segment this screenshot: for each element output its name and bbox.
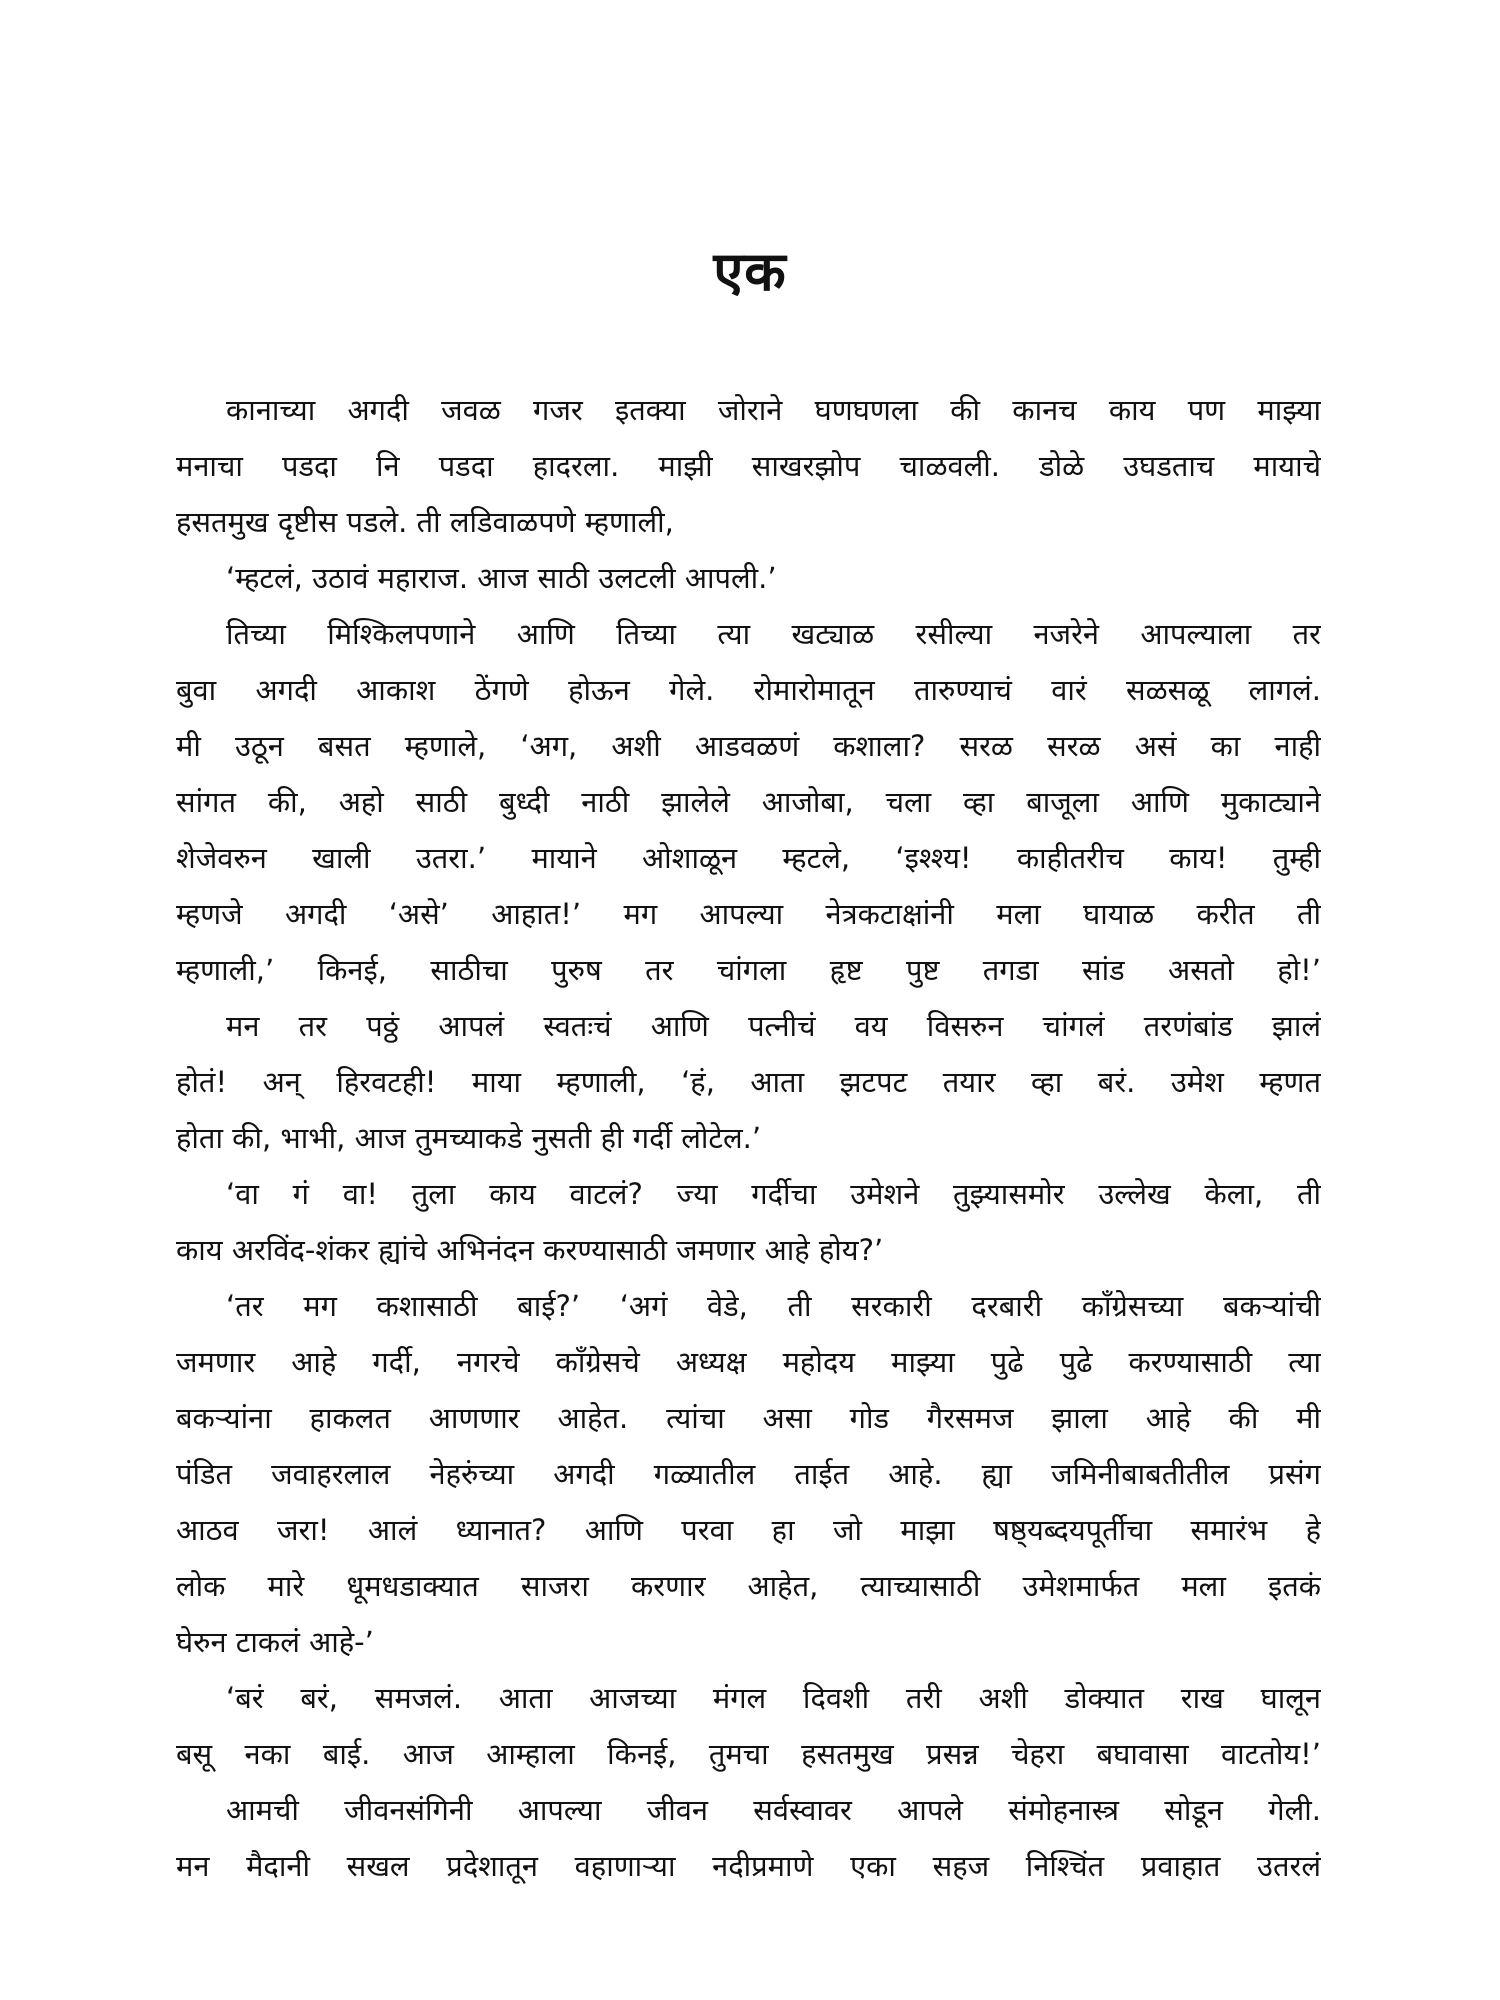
paragraph-8 [176,1782,1321,1894]
chapter-body [176,382,1321,1894]
text-line: मन मैदानी सखल प्रदेशातून वहाणाऱ्या नदीप्रमाणे एका सहज निश्चिंत प्रवाहात उतरलं [176,1849,1321,1883]
text-line: मनाचा पडदा नि पडदा हादरला. माझी साखरझोप चाळवली. डोळे उघडताच मायाचे [176,449,1321,483]
text-line: आमची जीवनसंगिनी आपल्या जीवन सर्वस्वावर आपले संमोहनास्त्र सोडून गेली. [226,1793,1321,1827]
text-line: जमणार आहे गर्दी, नगरचे कॉंग्रेसचे अध्यक्ष महोदय माझ्या पुढे पुढे करण्यासाठी त्या [176,1345,1321,1379]
text-line: म्हणजे अगदी ‘असे’ आहात!’ मग आपल्या नेत्रकटाक्षांनी मला घायाळ करीत ती [176,897,1321,931]
text-line: म्हणाली,’ किनई, साठीचा पुरुष तर चांगला हृष्ट पुष्ट तगडा सांड असतो हो!’ [176,953,1321,987]
text-line: ‘म्हटलं, उठावं महाराज. आज साठी उलटली आपली.’ [226,561,777,595]
paragraph-7 [176,1670,1321,1782]
text-line: होता की, भाभी, आज तुमच्याकडे नुसती ही गर्दी लोटेल.’ [176,1121,762,1155]
paragraph-6 [176,1278,1321,1670]
text-line: बकऱ्यांना हाकलत आणणार आहेत. त्यांचा असा गोड गैरसमज झाला आहे की मी [176,1401,1321,1435]
text-line: मन तर पठ्ठं आपलं स्वतःचं आणि पत्नीचं वय विसरुन चांगलं तरणंबांड झालं [226,1009,1321,1043]
text-line: सांगत की, अहो साठी बुध्दी नाठी झालेले आजोबा, चला व्हा बाजूला आणि मुकाट्याने [176,785,1321,819]
text-line: ‘वा गं वा! तुला काय वाटलं? ज्या गर्दीचा उमेशने तुझ्यासमोर उल्लेख केला, ती [226,1177,1321,1211]
chapter-title: एक [713,240,787,303]
paragraph-5 [176,1166,1321,1278]
text-line: ‘तर मग कशासाठी बाई?’ ‘अगं वेडे, ती सरकारी दरबारी कॉंग्रेसच्या बकऱ्यांची [226,1289,1321,1323]
text-line: काय अरविंद-शंकर ह्यांचे अभिनंदन करण्यासाठी जमणार आहे होय?’ [176,1233,884,1267]
text-line: आठव जरा! आलं ध्यानात? आणि परवा हा जो माझा षष्ठ्यब्दयपूर्तीचा समारंभ हे [176,1513,1321,1547]
text-line: लोक मारे धूमधडाक्यात साजरा करणार आहेत, त्याच्यासाठी उमेशमार्फत मला इतकं [176,1569,1321,1603]
text-line: शेजेवरुन खाली उतरा.’ मायाने ओशाळून म्हटले, ‘इश्श्य! काहीतरीच काय! तुम्ही [176,841,1321,875]
paragraph-1 [176,382,1321,550]
text-line: ‘बरं बरं, समजलं. आता आजच्या मंगल दिवशी तरी अशी डोक्यात राख घालून [226,1681,1321,1715]
text-line: हसतमुख दृष्टीस पडले. ती लडिवाळपणे म्हणाली, [176,505,674,539]
paragraph-4 [176,998,1321,1166]
text-line: पंडित जवाहरलाल नेहरुंच्या अगदी गळ्यातील ताईत आहे. ह्या जमिनीबाबतीतील प्रसंग [176,1457,1321,1491]
text-line: होतं! अन् हिरवटही! माया म्हणाली, ‘हं, आता झटपट तयार व्हा बरं. उमेश म्हणत [176,1065,1321,1099]
text-line: तिच्या मिश्किलपणाने आणि तिच्या त्या खट्याळ रसील्या नजरेने आपल्याला तर [226,617,1321,651]
text-line: घेरुन टाकलं आहे-’ [176,1625,374,1659]
text-line: मी उठून बसत म्हणाले, ‘अग, अशी आडवळणं कशाला? सरळ सरळ असं का नाही [176,729,1321,763]
paragraph-2 [176,550,1321,606]
text-line: कानाच्या अगदी जवळ गजर इतक्या जोराने घणघणला की कानच काय पण माझ्या [226,393,1321,427]
text-line: बुवा अगदी आकाश ठेंगणे होऊन गेले. रोमारोमातून तारुण्याचं वारं सळसळू लागलं. [176,673,1321,707]
paragraph-3 [176,606,1321,998]
text-line: बसू नका बाई. आज आम्हाला किनई, तुमचा हसतमुख प्रसन्न चेहरा बघावासा वाटतोय!’ [176,1737,1321,1771]
